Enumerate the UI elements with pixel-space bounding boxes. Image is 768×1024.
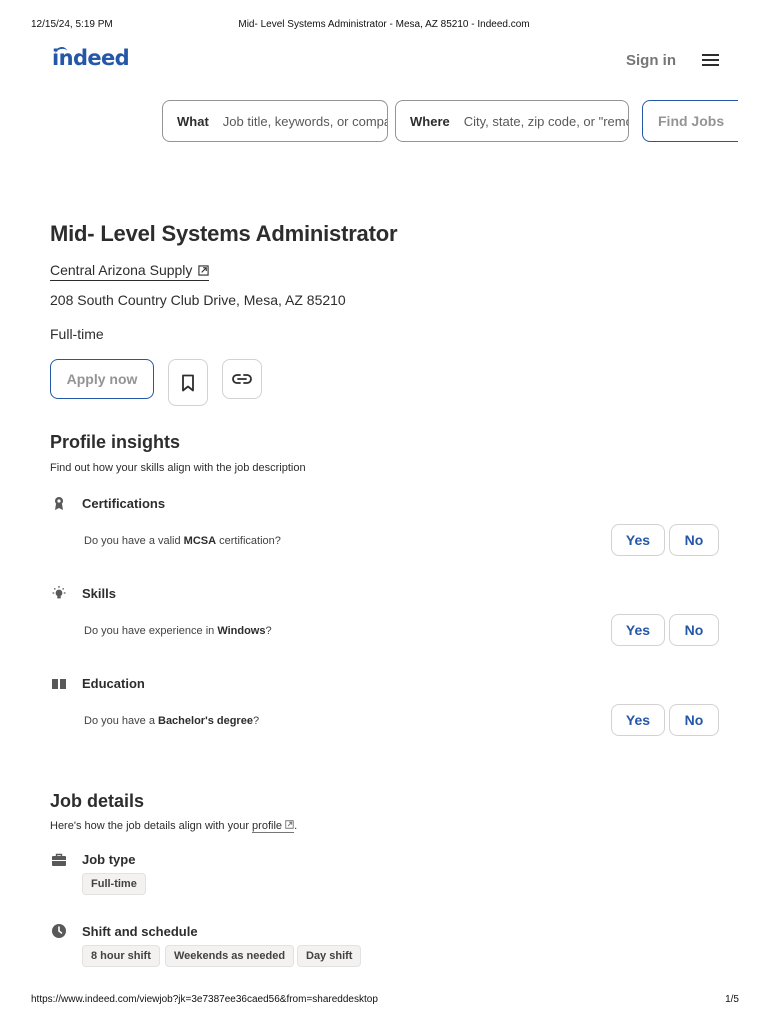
profile-insights-heading: Profile insights [50,432,181,452]
where-search-box[interactable] [395,100,629,142]
job-type-text: Full-time [50,326,104,342]
skills-label: Skills [82,586,116,601]
certificate-icon [51,495,67,511]
print-page-title: Mid- Level Systems Administrator - Mesa, AZ 85210 - Indeed.com [238,19,530,30]
job-location: 208 South Country Club Drive, Mesa, AZ 85210 [50,292,346,308]
job-type-tag: Full-time [82,873,146,895]
where-input[interactable] [464,114,629,129]
shift-tag: Weekends as needed [165,945,294,967]
profile-insights-subtitle: Find out how your skills align with the job description [50,462,306,474]
hamburger-menu-icon[interactable] [702,54,719,67]
apply-now-button[interactable]: Apply now [50,359,154,399]
skills-yes-button[interactable]: Yes [611,614,665,646]
book-icon [51,676,67,692]
company-link[interactable] [50,262,209,281]
shift-tag: Day shift [297,945,361,967]
what-search-box[interactable] [162,100,388,142]
find-jobs-button[interactable]: Find Jobs [642,100,738,142]
profile-link[interactable]: profile [252,820,294,833]
certifications-label: Certifications [82,496,166,511]
print-page-number: 1/5 [725,994,739,1005]
job-type-label: Job type [82,852,136,867]
education-yes-button[interactable]: Yes [611,704,665,736]
external-link-icon [198,265,209,276]
company-name: Central Arizona Supply [50,262,193,278]
certification-no-button[interactable]: No [669,524,719,556]
shift-schedule-label: Shift and schedule [82,924,198,939]
bookmark-icon [181,374,195,392]
sign-in-link[interactable]: Sign in [626,52,676,69]
where-label: Where [410,113,450,129]
skills-question: Do you have experience in Windows? [84,625,272,637]
skills-no-button[interactable]: No [669,614,719,646]
lightbulb-icon [51,585,67,601]
indeed-logo[interactable] [52,46,129,70]
link-icon [232,373,252,385]
external-link-icon [285,820,294,829]
shift-tag: 8 hour shift [82,945,160,967]
print-url: https://www.indeed.com/viewjob?jk=3e7387ee36caed56&from=shareddesktop [31,994,378,1005]
copy-link-button[interactable] [222,359,262,399]
education-question: Do you have a Bachelor's degree? [84,715,260,727]
what-label: What [177,113,209,129]
job-details-subtitle: Here's how the job details align with your profile . [50,820,298,832]
what-input[interactable] [223,114,388,129]
save-job-button[interactable] [168,359,208,406]
certification-question: Do you have a valid MCSA certification? [84,535,281,547]
education-no-button[interactable]: No [669,704,719,736]
job-title: Mid- Level Systems Administrator [50,221,398,246]
print-footer [31,994,739,1008]
logo-text: indeed [52,46,130,70]
job-details-heading: Job details [50,791,145,811]
print-datetime: 12/15/24, 5:19 PM [31,19,113,30]
certification-yes-button[interactable]: Yes [611,524,665,556]
print-header [31,19,737,33]
clock-icon [51,923,67,939]
education-label: Education [82,676,145,691]
briefcase-icon [51,852,67,868]
